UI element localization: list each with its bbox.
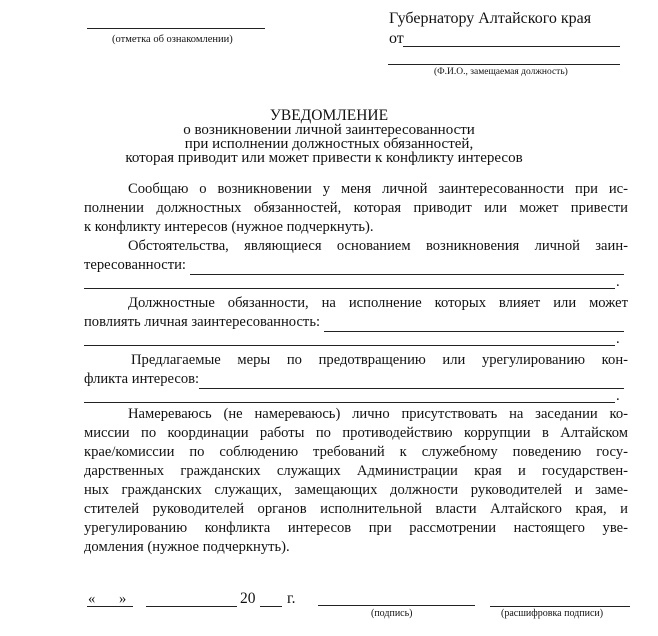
addressee: Губернатору Алтайского края [389,10,592,27]
date-year-field[interactable] [260,606,282,607]
paragraph-line: Сообщаю о возникновении у меня личной заинтересованности при ис- [128,181,628,197]
duties-field[interactable] [324,317,624,332]
paragraph-line: повлиять личная заинтересованность: [84,314,321,330]
paragraph-line: полнении должностных обязанностей, которая приводит или может привести [84,200,628,216]
paragraph-line: домления (нужное подчеркнуть). [84,539,290,555]
paragraph-line: крае/комиссии по соблюдению требований к служебному поведению госу- [84,444,628,460]
signature-field[interactable] [318,605,475,606]
paragraph-line: ных гражданских служащих, замещающих должности руководителей и заме- [84,482,628,498]
from-label: от [389,30,404,47]
measures-row [84,370,624,389]
line-end-period: . [616,388,620,404]
circumstances-field-continued[interactable] [84,288,615,289]
paragraph-line: Намереваюсь (не намереваюсь) лично присутствовать на заседании ко- [128,406,628,422]
fio-caption: (Ф.И.О., замещаемая должность) [434,67,568,77]
date-quote-open: « [88,591,96,607]
date-year-prefix: 20 [240,590,256,607]
date-day-field[interactable] [87,606,133,607]
line-end-period: . [616,331,620,347]
paragraph-line: Обстоятельства, являющиеся основанием возникновения личной заин- [128,238,628,254]
paragraph-line: стителей руководителей органов исполнительной власти Алтайского края, и [84,501,628,517]
fio-field[interactable] [388,64,620,65]
document-title: УВЕДОМЛЕНИЕ [269,107,389,124]
paragraph-notification [84,180,628,237]
date-year-suffix: г. [287,590,296,607]
acknowledgement-field[interactable] [87,28,265,29]
title-subtitle-line: о возникновении личной заинтересованности [183,122,475,138]
paragraph-line: Должностные обязанности, на исполнение которых влияет или может [128,295,628,311]
circumstances-field[interactable] [190,260,624,275]
measures-field[interactable] [199,374,624,389]
paragraph-line: Предлагаемые меры по предотвращению или урегулированию кон- [131,352,628,368]
paragraph-measures [84,351,628,370]
measures-field-continued[interactable] [84,402,615,403]
title-subtitle-line: которая приводит или может привести к конфликту интересов [125,150,523,166]
paragraph-duties [84,294,628,313]
title-subtitle-line: при исполнении должностных обязанностей, [184,136,474,152]
paragraph-intention [84,405,628,557]
signature-decode-field[interactable] [490,606,630,607]
duties-field-continued[interactable] [84,345,615,346]
from-field[interactable] [403,46,620,47]
paragraph-circumstances [84,237,628,256]
paragraph-line: дарственных гражданских служащих Администрации края и государствен- [84,463,628,479]
signature-decode-caption: (расшифровка подписи) [501,608,604,619]
circumstances-row [84,256,624,275]
line-end-period: . [616,274,620,290]
duties-row [84,313,624,332]
paragraph-line: тересованности: [84,257,186,273]
paragraph-line: миссии по координации работы по противодействию коррупции в Алтайском [84,425,628,441]
date-month-field[interactable] [146,606,237,607]
date-quote-close: » [119,591,127,607]
acknowledgement-caption: (отметка об ознакомлении) [112,34,233,45]
paragraph-line: фликта интересов: [84,371,200,387]
signature-caption: (подпись) [371,608,413,619]
paragraph-line: к конфликту интересов (нужное подчеркнуть). [84,219,374,235]
paragraph-line: урегулированию конфликта интересов при рассмотрении настоящего уве- [84,520,628,536]
